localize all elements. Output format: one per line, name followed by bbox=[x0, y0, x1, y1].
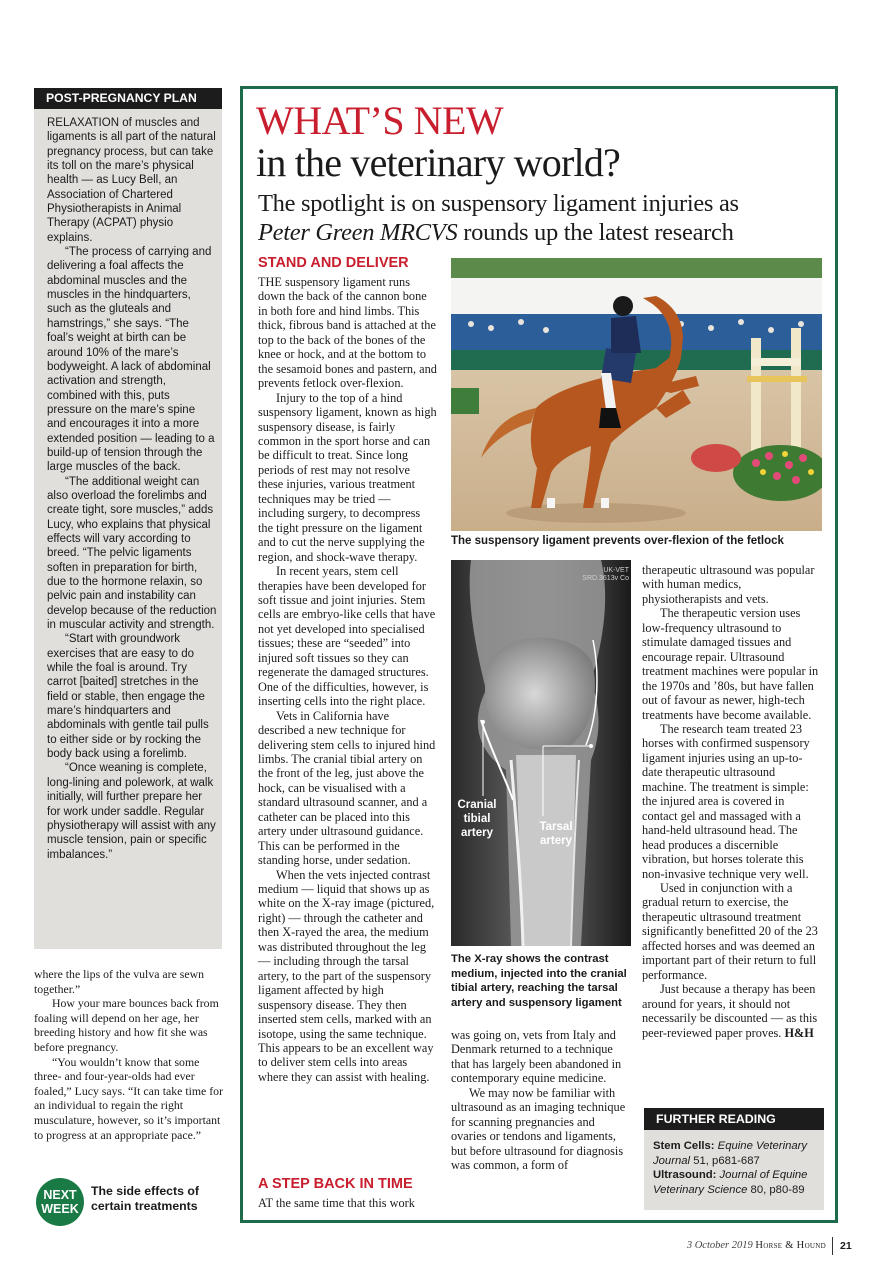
article-column-3 bbox=[642, 563, 822, 1040]
body-paragraph: therapeutic ultrasound was popular with human medics, physiotherapists and vets. bbox=[642, 563, 815, 606]
footer-divider bbox=[832, 1237, 833, 1255]
further-reading-list bbox=[653, 1139, 821, 1197]
xray-label-cranial-tibial-artery: tibial bbox=[463, 813, 491, 825]
reference-item bbox=[653, 1168, 821, 1197]
headline-black: in the veterinary world? bbox=[256, 140, 620, 185]
body-paragraph bbox=[642, 982, 822, 1040]
body-paragraph: where the lips of the vulva are sewn together.” bbox=[34, 967, 205, 996]
body-paragraph: How your mare bounces back from foaling will depend on her age, her breeding history and how fit she was before pregnancy. bbox=[34, 996, 219, 1054]
body-paragraph: “You wouldn’t know that some three- and four-year-olds had ever foaled,” Lucy says. “It can take time for an individual to regain the right musculature, however, so it’s important to progress at an appropriate pace.” bbox=[34, 1054, 223, 1142]
xray-label-cranial-tibial-artery: artery bbox=[461, 827, 493, 839]
page-footer bbox=[600, 1240, 826, 1251]
standfirst bbox=[258, 190, 828, 247]
headline-red: WHAT’S NEW bbox=[256, 98, 504, 143]
standfirst-text: The spotlight is on suspensory ligament injuries as bbox=[258, 190, 739, 217]
body-paragraph: When the vets injected contrast medium — liquid that shows up as white on the X-ray image (pictured, right) — through the catheter and then X-rayed the area, the medium was distributed throughout the leg — including through the tarsal artery, to the part of the suspensory ligament affected by high suspensory disease. They then inserted stem cells, marked with an isotope, using the same technique. This appears to be an excellent way to deliver stem cells into areas where they can assist with healing. bbox=[258, 867, 435, 1084]
reference-citation: 51, p681-687 bbox=[690, 1154, 760, 1167]
reference-citation: 80, p80-89 bbox=[747, 1183, 805, 1196]
article-column-1 bbox=[258, 275, 438, 1084]
teaser-line: certain treatments bbox=[91, 1198, 198, 1213]
sidebar-paragraph: RELAXATION of muscles and ligaments is all part of the natural pregnancy process, but can take its toll on the mare’s physical health — as Lucy Bell, an Association of Chartered Physiotherapists in Animal Therapy (ACPAT) physio explains. bbox=[47, 117, 216, 244]
previous-article-continuation bbox=[34, 967, 224, 1142]
photo-caption: The suspensory ligament prevents over-flexion of the fetlock bbox=[451, 535, 784, 547]
sidebar-paragraph: “Start with groundwork exercises that are easy to do while the foal is around. Try carrot [baited] stretches in the field or stable, then engage the mare’s hindquarters and abdominals with gentle tail pulls to either side or by rocking the body back using a forelimb. bbox=[47, 633, 209, 761]
xray-label-tarsal-artery: Tarsal bbox=[539, 821, 573, 833]
reference-journal: Equine Veterinary Journal bbox=[653, 1140, 808, 1167]
reference-item bbox=[653, 1139, 821, 1168]
page-number: 21 bbox=[840, 1240, 852, 1252]
issue-date: 3 October 2019 bbox=[686, 1240, 753, 1251]
teaser-line: The side effects of bbox=[91, 1184, 199, 1198]
body-paragraph: The therapeutic version uses low-frequency ultrasound to stimulate damaged tissues and encourage repair. Ultrasound treatment machines were popular in the 1970s and ’80s, but have fallen out of favour as newer, high-tech treatments have become available. bbox=[642, 606, 819, 722]
body-paragraph: AT the same time that this work bbox=[258, 1196, 415, 1210]
publication-name: Horse & Hound bbox=[755, 1240, 826, 1251]
reference-label: Ultrasound: bbox=[653, 1169, 717, 1182]
article-column-2 bbox=[451, 1028, 627, 1173]
closing-text: Just because a therapy has been around for years, it should not necessarily be discounted — as this peer-reviewed paper proves. bbox=[642, 982, 818, 1040]
further-reading-header: FURTHER READING bbox=[644, 1108, 824, 1130]
xray-stamp: SRD.3613v Co bbox=[582, 575, 629, 582]
xray-image bbox=[451, 560, 631, 946]
badge-line: NEXT bbox=[43, 1188, 77, 1202]
subhead-step-back-in-time: A STEP BACK IN TIME bbox=[258, 1176, 413, 1192]
next-week-badge bbox=[36, 1178, 84, 1226]
xray-label-cranial-tibial-artery: Cranial bbox=[457, 799, 497, 811]
badge-line: WEEK bbox=[41, 1202, 79, 1216]
author-name: Peter Green MRCVS bbox=[258, 218, 458, 246]
sidebar-body bbox=[47, 116, 217, 862]
hock-xray-illustration bbox=[451, 560, 631, 946]
xray-caption: The X-ray shows the contrast medium, injected into the cranial tibial artery, reaching the tarsal artery and suspensory ligament bbox=[451, 953, 627, 1009]
body-paragraph: Used in conjunction with a gradual return to exercise, the therapeutic ultrasound treatment significantly benefitted 20 of the 23 affected horses and was deemed an important part of their return to full performance. bbox=[642, 880, 818, 982]
xray-label-tarsal-artery: artery bbox=[540, 835, 572, 847]
sidebar-paragraph: “The additional weight can also overload the forelimbs and create tight, sore muscles,” adds Lucy, who explains that physical effects will vary according to breed. “The pelvic ligaments soften in preparation for birth, due to the hormone relaxin, so pelvic pain and instability can develop because of the reduction in muscular activity and strength. bbox=[47, 475, 217, 632]
body-paragraph: The research team treated 23 horses with confirmed suspensory ligament injuries using an up-to-date therapeutic ultrasound machine. The treatment is simple: the injured area is covered in contact gel and massaged with a hand-held ultrasound head. The head produces a discernible vibration, but horses tolerate this non-invasive technique very well. bbox=[642, 721, 810, 881]
xray-stamp: UK-VET bbox=[603, 567, 629, 574]
signoff: H&H bbox=[784, 1025, 814, 1040]
body-paragraph: In recent years, stem cell therapies have been developed for soft tissue and joint injuries. Stem cells are embryo-like cells that have not yet developed into specialised tissues; these are “seeded” into injured soft tissues so they can regenerate the damaged structures. One of the difficulties, however, is inserting cells into the right place. bbox=[258, 564, 436, 709]
subhead-stand-and-deliver: STAND AND DELIVER bbox=[258, 255, 409, 271]
reference-label: Stem Cells: bbox=[653, 1140, 715, 1152]
body-paragraph: Injury to the top of a hind suspensory ligament, known as high suspensory disease, is fairly common in the sport horse and can be difficult to treat. Since long periods of rest may not resolve these injuries, various treatment techniques may be tried — including surgery, to decompress the tight pressure on the ligament and to cut the nerve supplying the region, and shock-wave therapy. bbox=[258, 390, 437, 564]
show-jumping-photo bbox=[451, 258, 822, 531]
next-week-teaser bbox=[91, 1184, 221, 1213]
sidebar-paragraph: “Once weaning is complete, long-lining and polework, at walk initially, will further prepare her for work under saddle. Regular physiotherapy will assist with any muscle tension, pain or specific imbalances.” bbox=[47, 762, 216, 861]
sidebar-header: POST-PREGNANCY PLAN bbox=[34, 88, 222, 109]
standfirst-text: rounds up the latest research bbox=[457, 218, 734, 246]
reference-journal: Journal of Equine Veterinary Science bbox=[653, 1169, 808, 1196]
body-paragraph: We may now be familiar with ultrasound as an imaging technique for scanning pregnancies and ovaries or tendons and ligaments, but before ultrasound for diagnosis was common, a form of bbox=[451, 1085, 626, 1173]
body-paragraph: was going on, vets from Italy and Denmark returned to a technique that has largely been abandoned in contemporary equine medicine. bbox=[451, 1028, 622, 1086]
horse-rearing-illustration bbox=[451, 258, 822, 531]
sidebar-paragraph: “The process of carrying and delivering a foal affects the abdominal muscles and the muscles in the hindquarters, such as the gluteals and hamstrings,” she says. “The foal’s weight at birth can be around 10% of the mare’s bodyweight. A lack of abdominal activation and strength, combined with this, puts pressure on the mare’s spine and encourages it into a more extended position — leading to a build-up of tension through the large muscles of the back. bbox=[47, 246, 215, 474]
body-paragraph: Vets in California have described a new technique for delivering stem cells to injured hind limbs. The cranial tibial artery on the front of the leg, just above the hock, can be visualised with a standard ultrasound scanner, and a catheter can be placed into this artery under ultrasound guidance. This can be performed in the standing horse, under sedation. bbox=[258, 708, 436, 868]
body-paragraph: THE suspensory ligament runs down the back of the cannon bone in both fore and hind limbs. This thick, fibrous band is attached at the top to the back of the bones of the knee or hock, and at the bottom to the sesamoid bones and pastern, and prevents fetlock over-flexion. bbox=[258, 275, 437, 391]
